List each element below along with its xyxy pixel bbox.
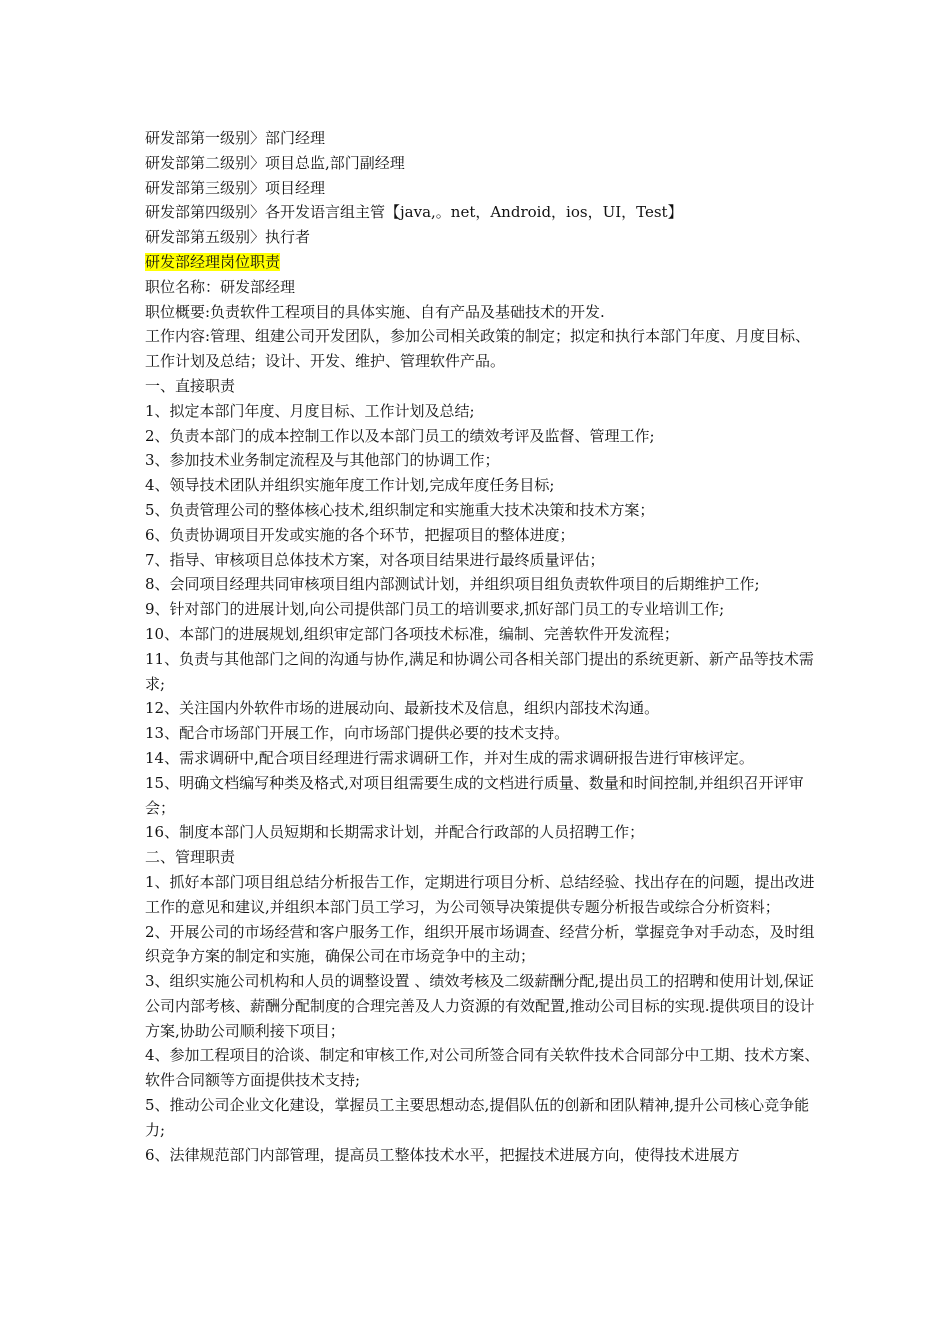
level-line: 研发部第五级别〉执行者 — [145, 228, 311, 247]
section-title: 研发部经理岗位职责 — [145, 252, 281, 271]
level-line: 研发部第四级别〉各开发语言组主管【java,。net，Android，ios，UI，Test】 — [145, 203, 683, 222]
list-item: 5、负责管理公司的整体核心技术,组织制定和实施重大技术决策和技术方案； — [145, 500, 655, 519]
list-item: 10、本部门的进展规划,组织审定部门各项技术标准，编制、完善软件开发流程； — [145, 624, 679, 643]
list-item: 4、领导技术团队并组织实施年度工作计划,完成年度任务目标; — [145, 476, 555, 495]
level-line: 研发部第二级别〉项目总监,部门副经理 — [145, 153, 405, 172]
list-item: 7、指导、审核项目总体技术方案，对各项目结果进行最终质量评估； — [145, 550, 605, 569]
list-item: 12、关注国内外软件市场的进展动向、最新技术及信息，组织内部技术沟通。 — [145, 699, 660, 718]
list-item: 2、开展公司的市场经营和客户服务工作，组织开展市场调查、经营分析，掌握竞争对手动态，及时组织竞争方案的制定和实施，确保公司在市场竞争中的主动； — [145, 922, 815, 966]
position-name: 职位名称：研发部经理 — [145, 277, 296, 296]
list-item: 5、推动公司企业文化建设，掌握员工主要思想动态,提倡队伍的创新和团队精神,提升公司核心竞争能力; — [145, 1096, 810, 1139]
list-item: 13、配合市场部门开展工作，向市场部门提供必要的技术支持。 — [145, 724, 570, 743]
list-item: 1、抓好本部门项目组总结分析报告工作，定期进行项目分析、总结经验、找出存在的问题，提出改进工作的意见和建议,并组织本部门员工学习，为公司领导决策提供专题分析报告或综合分析资料； — [145, 872, 815, 916]
direct-heading: 一、直接职责 — [145, 376, 236, 395]
list-item: 2、负责本部门的成本控制工作以及本部门员工的绩效考评及监督、管理工作; — [145, 426, 655, 445]
list-item: 16、制度本部门人员短期和长期需求计划，并配合行政部的人员招聘工作； — [145, 823, 645, 842]
list-item: 15、明确文档编写种类及格式,对项目组需要生成的文档进行质量、数量和时间控制,并组织召开评审会； — [145, 773, 804, 817]
list-item: 1、拟定本部门年度、月度目标、工作计划及总结; — [145, 401, 475, 420]
document-page — [145, 126, 825, 1167]
level-line: 研发部第三级别〉项目经理 — [145, 178, 326, 197]
manage-heading: 二、管理职责 — [145, 848, 236, 867]
level-line: 研发部第一级别〉部门经理 — [145, 129, 326, 147]
list-item: 14、需求调研中,配合项目经理进行需求调研工作，并对生成的需求调研报告进行审核评定。 — [145, 748, 754, 767]
list-item: 6、法律规范部门内部管理，提高员工整体技术水平，把握技术进展方向，使得技术进展方 — [145, 1145, 740, 1164]
list-item: 6、负责协调项目开发或实施的各个环节，把握项目的整体进度； — [145, 525, 575, 544]
list-item: 9、针对部门的进展计划,向公司提供部门员工的培训要求,抓好部门员工的专业培训工作; — [145, 600, 725, 619]
list-item: 3、参加技术业务制定流程及与其他部门的协调工作； — [145, 451, 500, 470]
list-item: 11、负责与其他部门之间的沟通与协作,满足和协调公司各相关部门提出的系统更新、新产品等技术需求; — [145, 649, 814, 693]
list-item: 3、组织实施公司机构和人员的调整设置 、绩效考核及二级薪酬分配,提出员工的招聘和使用计划,保证公司内部考核、薪酬分配制度的合理完善及人力资源的有效配置,推动公司目标的实现.提供项目的设计方案,协助公司顺利接下项目； — [145, 972, 815, 1040]
list-item: 8、会同项目经理共同审核项目组内部测试计划，并组织项目组负责软件项目的后期维护工作; — [145, 575, 760, 594]
list-item: 4、参加工程项目的洽谈、制定和审核工作,对公司所签合同有关软件技术合同部分中工期、技术方案、软件合同额等方面提供技术支持; — [145, 1046, 820, 1090]
work-content: 工作内容:管理、组建公司开发团队，参加公司相关政策的制定；拟定和执行本部门年度、月度目标、工作计划及总结；设计、开发、维护、管理软件产品。 — [145, 327, 811, 371]
position-overview: 职位概要:负责软件工程项目的具体实施、自有产品及基础技术的开发. — [145, 302, 605, 321]
